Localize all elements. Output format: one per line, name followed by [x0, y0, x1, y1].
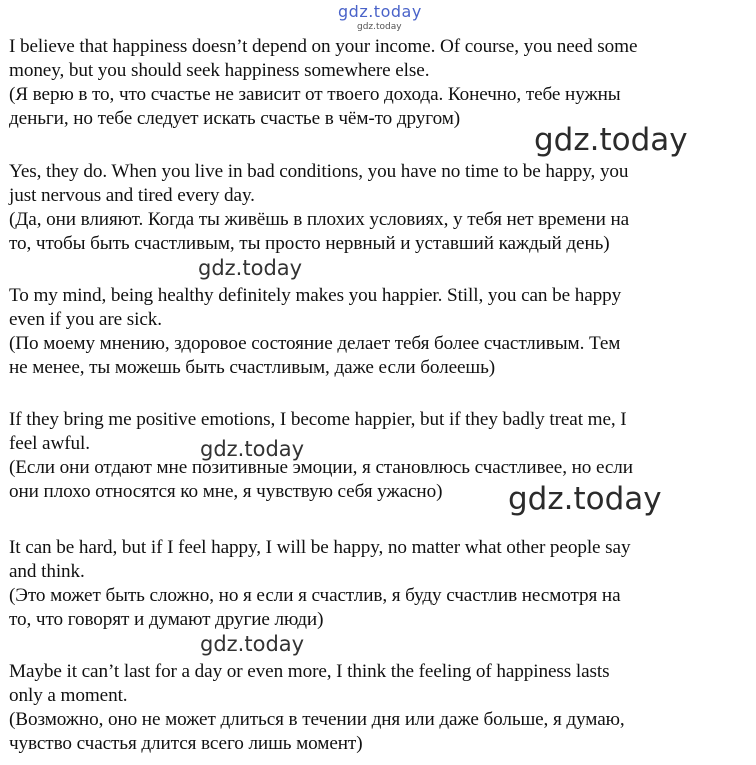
- answer-paragraph-1: [9, 35, 749, 131]
- paragraph-line: (По моему мнению, здоровое состояние делает тебя более счастливым. Тем: [9, 333, 621, 354]
- paragraph-line: It can be hard, but if I feel happy, I will be happy, no matter what other people say: [9, 537, 631, 558]
- paragraph-line: feel awful.: [9, 433, 90, 454]
- paragraph-line: Yes, they do. When you live in bad conditions, you have no time to be happy, you: [9, 161, 629, 182]
- answer-paragraph-3: [9, 284, 749, 380]
- paragraph-line: (Это может быть сложно, но я если я счастлив, я буду счастлив несмотря на: [9, 585, 621, 606]
- paragraph-line: (Я верю в то, что счастье не зависит от твоего дохода. Конечно, тебе нужны: [9, 84, 621, 105]
- paragraph-line: only a moment.: [9, 685, 128, 706]
- paragraph-line: деньги, но тебе следует искать счастье в чём-то другом): [9, 108, 461, 129]
- paragraph-line: and think.: [9, 561, 85, 582]
- paragraph-line: они плохо относятся ко мне, я чувствую себя ужасно): [9, 481, 443, 502]
- paragraph-line: (Если они отдают мне позитивные эмоции, я становлюсь счастливее, но если: [9, 457, 633, 478]
- answer-paragraph-5: [9, 536, 749, 632]
- watermark-1: gdz.today: [534, 122, 688, 158]
- paragraph-line: (Возможно, оно не может длиться в течении дня или даже больше, я думаю,: [9, 709, 625, 730]
- paragraph-line: I believe that happiness doesn’t depend on your income. Of course, you need some: [9, 36, 638, 57]
- answer-paragraph-6: [9, 660, 749, 756]
- watermark-small: gdz.today: [357, 22, 402, 32]
- watermark-4: gdz.today: [508, 481, 662, 517]
- watermark-header: gdz.today: [338, 2, 422, 21]
- paragraph-line: чувство счастья длится всего лишь момент): [9, 733, 363, 754]
- paragraph-line: money, but you should seek happiness somewhere else.: [9, 60, 430, 81]
- paragraph-line: just nervous and tired every day.: [9, 185, 255, 206]
- answer-paragraph-2: [9, 160, 749, 256]
- paragraph-line: even if you are sick.: [9, 309, 162, 330]
- watermark-3: gdz.today: [200, 437, 305, 461]
- paragraph-line: то, что говорят и думают другие люди): [9, 609, 324, 630]
- paragraph-line: (Да, они влияют. Когда ты живёшь в плохих условиях, у тебя нет времени на: [9, 209, 630, 230]
- watermark-5: gdz.today: [200, 632, 305, 656]
- paragraph-line: To my mind, being healthy definitely makes you happier. Still, you can be happy: [9, 285, 622, 306]
- paragraph-line: If they bring me positive emotions, I become happier, but if they badly treat me, I: [9, 409, 627, 430]
- paragraph-line: Maybe it can’t last for a day or even more, I think the feeling of happiness lasts: [9, 661, 610, 682]
- paragraph-line: то, чтобы быть счастливым, ты просто нервный и уставший каждый день): [9, 233, 610, 254]
- watermark-2: gdz.today: [198, 256, 303, 280]
- paragraph-line: не менее, ты можешь быть счастливым, даже если болеешь): [9, 357, 496, 378]
